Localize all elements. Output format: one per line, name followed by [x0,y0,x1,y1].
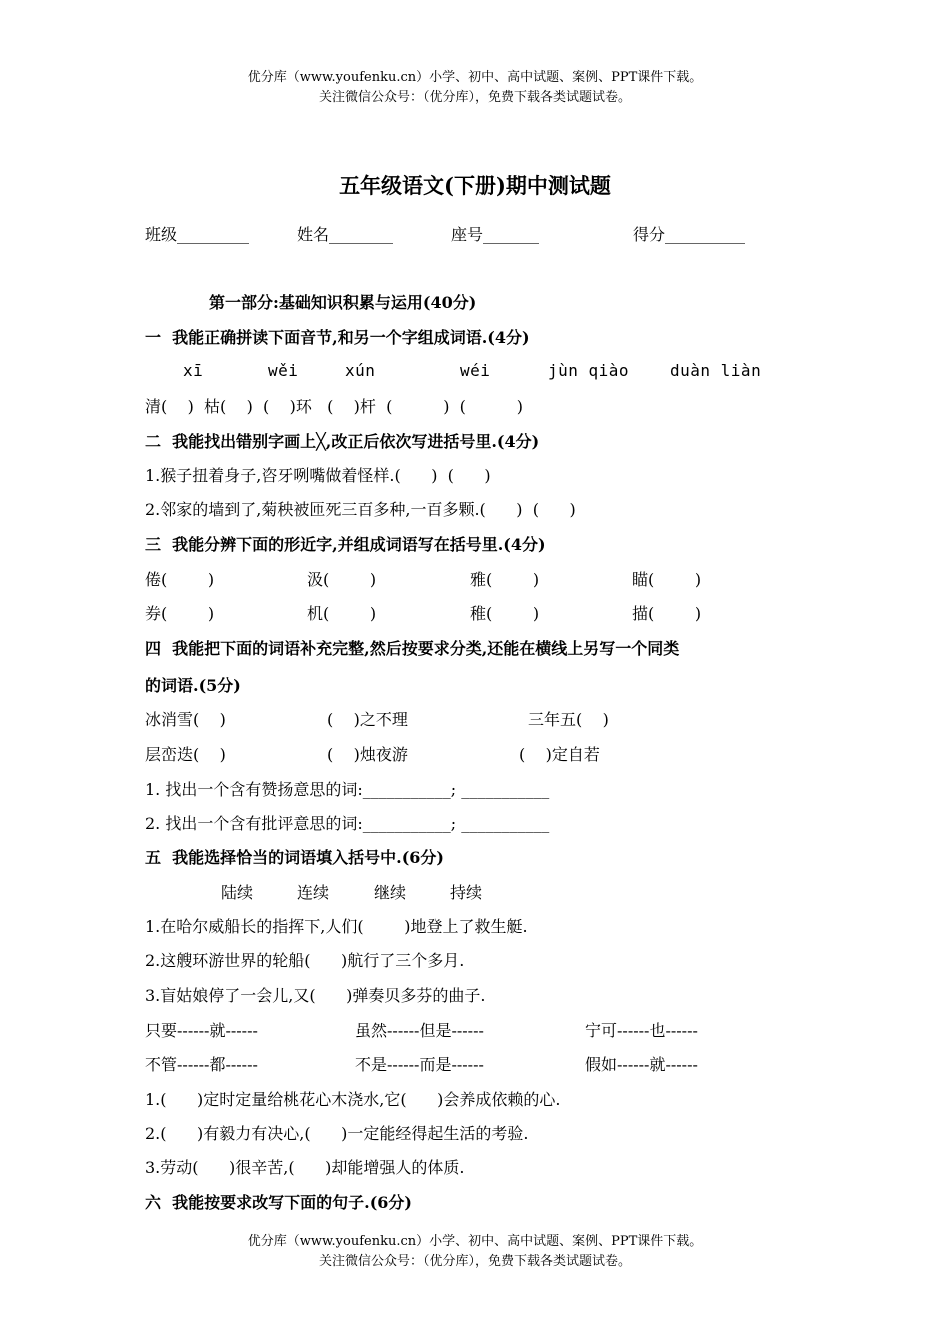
name-field[interactable]: 姓名________ [297,225,394,244]
q2-sentence-1[interactable]: 1.猴子扭着身子,咨牙咧嘴做着怪样.( ) ( ) [145,466,491,485]
q4-idiom[interactable]: ( )定自若 [519,745,600,764]
q5-conjunction: 虽然------但是------ [355,1021,484,1040]
q3-item[interactable]: 稚( ) [470,604,540,623]
q3-item[interactable]: 汲( ) [307,570,377,589]
q5-conj-sentence-2[interactable]: 2.( )有毅力有决心,( )一定能经得起生活的考验. [145,1124,529,1143]
q5-conjunction: 不是------而是------ [355,1055,484,1074]
page-title: 五年级语文(下册)期中测试题 [339,173,611,198]
q5-conj-sentence-3[interactable]: 3.劳动( )很辛苦,( )却能增强人的体质. [145,1158,465,1177]
q5-word: 持续 [450,883,483,902]
q5-word: 继续 [374,883,407,902]
q5-sentence-1[interactable]: 1.在哈尔威船长的指挥下,人们( )地登上了救生艇. [145,917,528,936]
q5-sentence-2[interactable]: 2.这艘环游世界的轮船( )航行了三个多月. [145,951,465,970]
q4-idiom[interactable]: ( )烛夜游 [327,745,408,764]
q3-item[interactable]: 券( ) [145,604,215,623]
q5-conj-sentence-1[interactable]: 1.( )定时定量给桃花心木浇水,它( )会养成依赖的心. [145,1090,561,1109]
q4-heading-line-1: 四 我能把下面的词语补充完整,然后按要求分类,还能在横线上另写一个同类 [145,639,680,658]
q3-item[interactable]: 倦( ) [145,570,215,589]
q3-item[interactable]: 描( ) [632,604,702,623]
q4-idiom[interactable]: 层峦迭( ) [145,745,226,764]
pinyin-3: xún [345,361,376,380]
class-field[interactable]: 班级_________ [145,225,250,244]
q4-idiom[interactable]: ( )之不理 [327,710,408,729]
q4-idiom[interactable]: 冰消雪( ) [145,710,226,729]
footer-line-1: 优分库（www.youfenku.cn）小学、初中、高中试题、案例、PPT课件下载。 [247,1234,703,1249]
part-heading: 第一部分:基础知识积累与运用(40分) [209,293,477,312]
q5-conjunction: 只要------就------ [145,1021,258,1040]
pinyin-5: jùn qiào [548,361,630,380]
q4-idiom[interactable]: 三年五( ) [528,710,609,729]
pinyin-1: xī [183,361,204,380]
q5-conjunction: 宁可------也------ [585,1021,698,1040]
q1-answer-line[interactable]: 清( ) 枯( ) ( )环 ( )杆 ( ) ( ) [145,397,523,416]
header-line-2: 关注微信公众号：（优分库），免费下载各类试题试卷。 [318,90,631,105]
q6-heading: 六 我能按要求改写下面的句子.(6分) [145,1193,412,1212]
seat-field[interactable]: 座号_______ [451,225,540,244]
q4-praise-line[interactable]: 1. 找出一个含有赞扬意思的词:___________; ___________ [145,780,550,799]
q4-criticism-line[interactable]: 2. 找出一个含有批评意思的词:___________; ___________ [145,814,550,833]
q3-item[interactable]: 雅( ) [470,570,540,589]
q5-word: 连续 [297,883,330,902]
header-line-1: 优分库（www.youfenku.cn）小学、初中、高中试题、案例、PPT课件下载。 [247,70,703,85]
q5-heading: 五 我能选择恰当的词语填入括号中.(6分) [145,848,444,867]
footer-line-2: 关注微信公众号：（优分库），免费下载各类试题试卷。 [318,1254,631,1269]
q5-sentence-3[interactable]: 3.盲姑娘停了一会儿,又( )弹奏贝多芬的曲子. [145,986,486,1005]
q5-word: 陆续 [221,883,254,902]
q5-conjunction: 不管------都------ [145,1055,258,1074]
q3-item[interactable]: 机( ) [307,604,377,623]
q3-heading: 三 我能分辨下面的形近字,并组成词语写在括号里.(4分) [145,535,546,554]
pinyin-2: wěi [268,361,299,380]
q5-conjunction: 假如------就------ [585,1055,698,1074]
q1-heading: 一 我能正确拼读下面音节,和另一个字组成词语.(4分) [145,328,530,347]
q2-heading: 二 我能找出错别字画上╳,改正后依次写进括号里.(4分) [145,432,540,451]
pinyin-4: wéi [460,361,491,380]
pinyin-6: duàn liàn [670,361,762,380]
score-field[interactable]: 得分__________ [633,225,746,244]
q4-heading-line-2: 的词语.(5分) [145,676,241,695]
q2-sentence-2[interactable]: 2.邻家的墙到了,菊秧被匝死三百多种,一百多颗.( ) ( ) [145,500,576,519]
q3-item[interactable]: 瞄( ) [632,570,702,589]
